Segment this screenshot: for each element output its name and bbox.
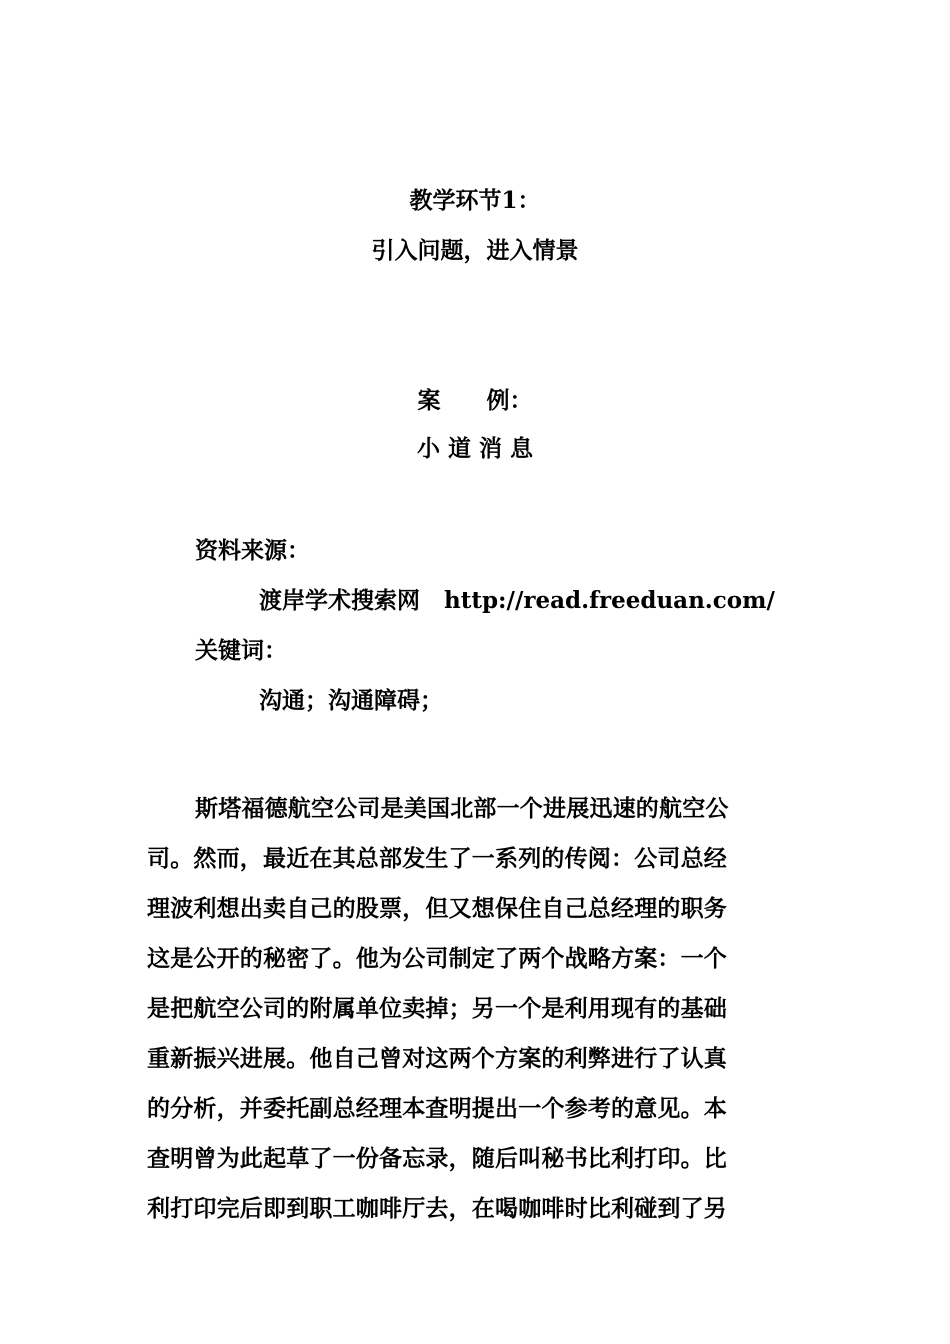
case-label: 案 例：	[417, 387, 533, 414]
body-line: 理波利想出卖自己的股票，但又想保住自己总经理的职务	[147, 895, 727, 922]
source-label: 资料来源：	[195, 537, 310, 564]
section-label: 教学环节1：	[409, 187, 541, 214]
source-name: 渡岸学术搜索网	[259, 587, 420, 614]
source-line	[259, 586, 775, 616]
source-url[interactable]: http://read.freeduan.com/	[444, 587, 775, 614]
case-title: 小 道 消 息	[416, 435, 534, 462]
body-line: 利打印完后即到职工咖啡厅去，在喝咖啡时比利碰到了另	[147, 1195, 727, 1222]
body-line: 是把航空公司的附属单位卖掉；另一个是利用现有的基础	[147, 995, 727, 1022]
body-line: 的分析，并委托副总经理本查明提出一个参考的意见。本	[147, 1095, 727, 1122]
body-paragraph	[147, 784, 807, 1234]
keywords-value: 沟通；沟通障碍；	[259, 687, 443, 714]
section-title: 引入问题，进入情景	[371, 237, 579, 264]
body-line: 重新振兴进展。他自己曾对这两个方案的利弊进行了认真	[147, 1045, 727, 1072]
body-line: 查明曾为此起草了一份备忘录，随后叫秘书比利打印。比	[147, 1145, 727, 1172]
body-line: 斯塔福德航空公司是美国北部一个进展迅速的航空公	[195, 795, 729, 822]
body-line: 这是公开的秘密了。他为公司制定了两个战略方案：一个	[147, 945, 727, 972]
keywords-label: 关键词：	[195, 637, 287, 664]
body-line: 司。然而，最近在其总部发生了一系列的传阅：公司总经	[147, 845, 727, 872]
